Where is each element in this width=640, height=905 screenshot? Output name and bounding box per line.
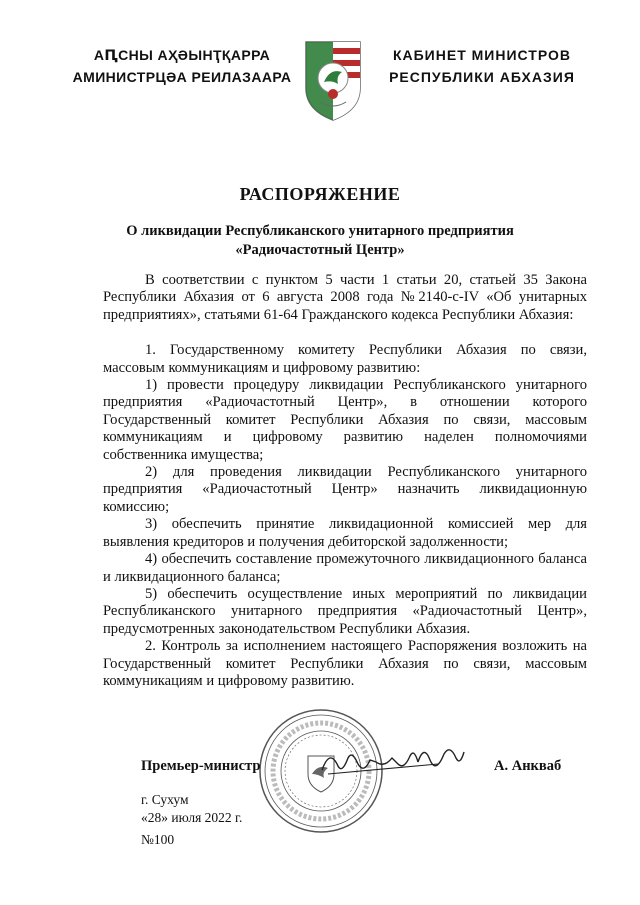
handwritten-signature: [318, 740, 468, 780]
header-right-line2: РЕСПУБЛИКИ АБХАЗИЯ: [389, 69, 575, 85]
body-paragraph-item-2: 2. Контроль за исполнением настоящего Распоряжения возложить на Государственный комитет Республики Абхазия по связи, массовым коммуникациям и цифровому развитию.: [103, 638, 587, 689]
document-number: №100: [141, 832, 175, 847]
header-right: [372, 44, 592, 88]
subject-line1: О ликвидации Республиканского унитарного предприятия: [126, 223, 514, 239]
body-paragraph-subitem-4: 4) обеспечить составление промежуточного ликвидационного баланса и ликвидационного баланса;: [103, 551, 587, 585]
document-date: «28» июля 2022 г.: [141, 810, 243, 825]
header-left-line1: АԤСНЫ АҲӘЫНҬҚАРРА: [93, 47, 271, 63]
document-body: [103, 272, 587, 690]
body-paragraph-preamble: В соответствии с пунктом 5 части 1 статьи 20, статьей 35 Закона Республики Абхазия от 6 августа 2008 года №2140-с-IV «Об унитарных предприятиях», статьями 61-64 Гражданского кодекса Республики Абхазия:: [103, 272, 587, 323]
signer-name: А. Анкваб: [494, 758, 562, 774]
document-subject: [90, 222, 550, 260]
body-paragraph-subitem-3: 3) обеспечить принятие ликвидационной комиссией мер для выявления кредиторов и получения дебиторской задолженности;: [103, 516, 587, 550]
body-paragraph-subitem-1: 1) провести процедуру ликвидации Республиканского унитарного предприятия «Радиочастотный Центр», в отношении которого Государственный комитет Республики Абхазия по связи, массовым коммуникациям и цифровому развитию наделен полномочиями собственника имущества;: [103, 377, 587, 463]
subject-line2: «Радиочастотный Центр»: [235, 242, 405, 258]
document-city: г. Сухум: [141, 792, 189, 807]
signer-role: Премьер-министр: [141, 758, 261, 774]
header-left-line2: АМИНИСТРЦӘА РЕИЛАЗААРА: [72, 69, 292, 85]
header-left: [72, 44, 292, 88]
header-right-line1: КАБИНЕТ МИНИСТРОВ: [392, 47, 572, 63]
body-paragraph-item-1: 1. Государственному комитету Республики Абхазия по связи, массовым коммуникациям и цифровому развитию:: [103, 342, 587, 376]
coat-of-arms-icon: [302, 38, 364, 122]
body-paragraph-subitem-2: 2) для проведения ликвидации Республиканского унитарного предприятия «Радиочастотный Центр» назначить ликвидационную комиссию;: [103, 464, 587, 515]
body-paragraph-subitem-5: 5) обеспечить осуществление иных мероприятий по ликвидации Республиканского унитарного предприятия «Радиочастотный Центр», предусмотренных законодательством Республики Абхазия.: [103, 585, 587, 637]
document-title: РАСПОРЯЖЕНИЕ: [239, 184, 401, 204]
